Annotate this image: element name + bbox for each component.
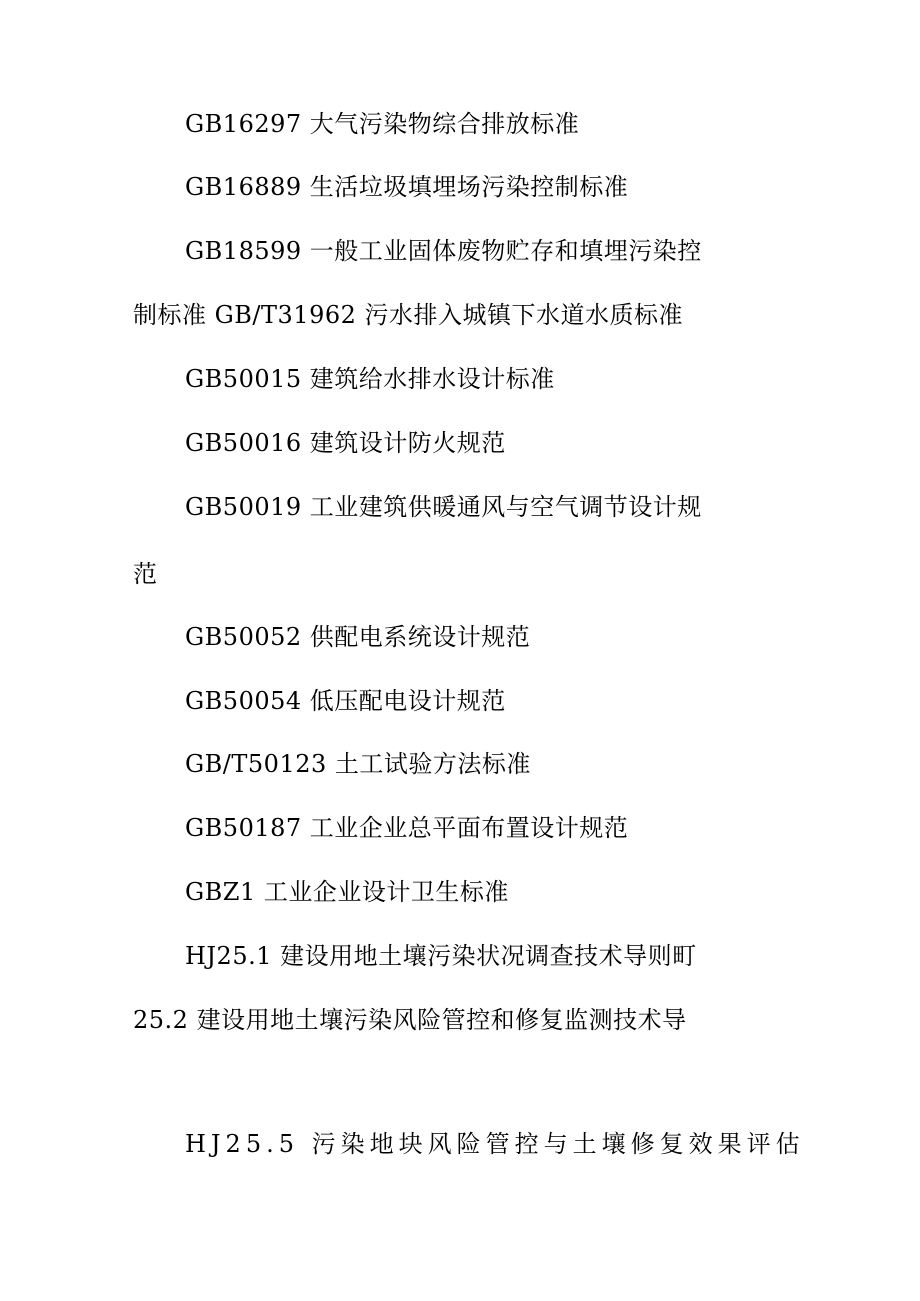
- standard-line-gb50052: GB50052 供配电系统设计规范: [185, 623, 531, 651]
- standard-line-hj25-1: HJ25.1 建设用地土壤污染状况调查技术导则町: [185, 942, 697, 970]
- standard-line-gbz1: GBZ1 工业企业设计卫生标准: [185, 878, 509, 906]
- standard-line-hj25-5: HJ25.5 污染地块风险管控与土壤修复效果评估: [185, 1130, 805, 1158]
- standard-line-gb50054: GB50054 低压配电设计规范: [185, 687, 506, 715]
- standard-line-gb50019: GB50019 工业建筑供暖通风与空气调节设计规: [185, 493, 702, 521]
- standard-line-gbt31962: 制标准 GB/T31962 污水排入城镇下水道水质标准: [133, 301, 684, 329]
- standard-line-gb50187: GB50187 工业企业总平面布置设计规范: [185, 814, 629, 842]
- standard-line-gb16297: GB16297 大气污染物综合排放标准: [185, 110, 580, 138]
- standard-line-gb50016: GB50016 建筑设计防火规范: [185, 429, 506, 457]
- standard-line-gbt50123: GB/T50123 土工试验方法标准: [185, 750, 531, 778]
- standard-line-gb50019-cont: 范: [133, 560, 158, 588]
- standard-line-gb16889: GB16889 生活垃圾填埋场污染控制标准: [185, 173, 629, 201]
- standard-line-gb50015: GB50015 建筑给水排水设计标准: [185, 365, 555, 393]
- standard-line-hj25-2: 25.2 建设用地土壤污染风险管控和修复监测技术导: [133, 1006, 687, 1034]
- standard-line-gb18599: GB18599 一般工业固体废物贮存和填埋污染控: [185, 237, 702, 265]
